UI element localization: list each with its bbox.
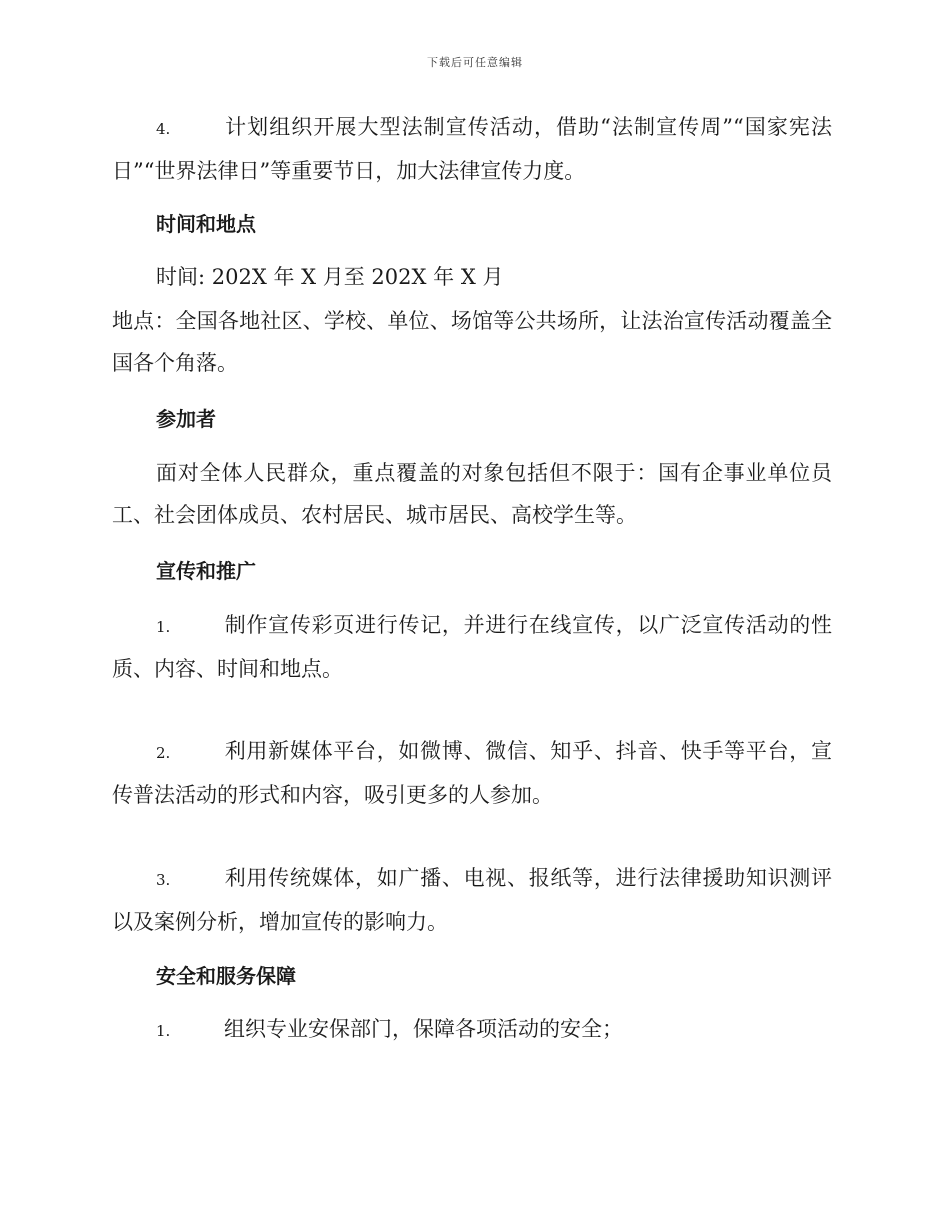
list-text: 利用新媒体平台，如微博、微信、知乎、抖音、快手等平台，宣传普法活动的形式和内容，吸引更多的人参加。 [112,739,832,807]
list-number: 4. [156,120,171,138]
list-item-4 [112,106,832,192]
promotion-item-2 [112,730,832,816]
list-text: 组织专业安保部门，保障各项活动的安全； [224,1017,623,1041]
place-text: 地点：全国各地社区、学校、单位、场馆等公共场所，让法治宣传活动覆盖全国各个角落。 [112,309,832,375]
list-number: 3. [156,871,171,889]
promotion-item-3 [112,857,832,943]
section-heading-participants: 参加者 [156,407,216,431]
security-item-1 [112,1008,832,1052]
promotion-item-1 [112,604,832,690]
section-heading-promotion: 宣传和推广 [156,559,256,583]
list-number: 1. [156,1022,171,1040]
list-text: 计划组织开展大型法制宣传活动，借助“法制宣传周”“国家宪法日”“世界法律日”等重要节日，加大法律宣传力度。 [112,115,832,183]
page-header: 下载后可任意编辑 [427,56,523,69]
list-number: 2. [156,744,171,762]
list-text: 利用传统媒体，如广播、电视、报纸等，进行法律援助知识测评以及案例分析，增加宣传的影响力。 [112,866,832,934]
participants-text: 面对全体人民群众，重点覆盖的对象包括但不限于：国有企事业单位员工、社会团体成员、农村居民、城市居民、高校学生等。 [112,461,832,527]
section-heading-security: 安全和服务保障 [156,964,296,988]
list-number: 1. [156,618,171,636]
time-text: 时间: 202X 年 X 月至 202X 年 X 月 [156,265,504,289]
list-text: 制作宣传彩页进行传记，并进行在线宣传，以广泛宣传活动的性质、内容、时间和地点。 [112,613,832,681]
section-heading-time-place: 时间和地点 [156,212,256,236]
